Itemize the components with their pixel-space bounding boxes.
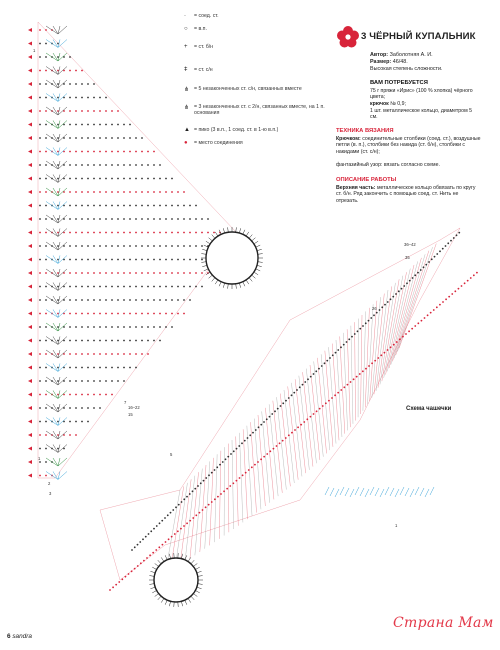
requirements-heading: ВАМ ПОТРЕБУЕТСЯ [370, 80, 428, 86]
legend-symbol: ⋔ [184, 87, 190, 93]
legend-symbol: + [184, 44, 188, 50]
legend-symbol: ⋔ [184, 105, 190, 111]
fancy-pattern-diagram [28, 22, 263, 480]
legend-text: = ст. б/н [194, 44, 214, 50]
row-number: 1 [395, 523, 398, 528]
technique-hook: Крючком: соединительные столбики (соед. ст.), воздушные петли (в. п.), столбики без накида (ст. б/н), столбики с накидами (ст. с/н); [336, 136, 481, 155]
legend-symbol: ● [184, 140, 188, 146]
page-title: 3 ЧЁРНЫЙ КУПАЛЬНИК [361, 31, 476, 42]
legend-text: = ст. с/н [194, 67, 213, 73]
author-line: Автор: Заболотняя А. И. [370, 52, 433, 58]
watermark: Страна Мам [393, 615, 494, 631]
size-line: Размер: 46/48. [370, 59, 408, 65]
ring-top [206, 232, 258, 284]
cup-diagram [100, 228, 478, 607]
legend-text: = 3 незаконченных ст. с 2/н, связанных вместе, на 1 п. основания [194, 104, 325, 116]
ring-line: 1 шт. металлическое кольцо, диаметром 5 см. [370, 108, 472, 121]
row-number: 1 [33, 48, 36, 53]
row-number: 16–22 [128, 405, 140, 410]
legend-symbol: ǂ [184, 67, 188, 73]
legend-symbol: ▲ [184, 127, 190, 133]
legend-text: = в.п. [194, 26, 207, 32]
legend-text: = 5 незаконченных ст. с/н, связанных вместе [194, 86, 302, 92]
row-number: 2 [48, 481, 51, 486]
legend-text: = место соединения [194, 140, 243, 146]
legend-symbol: ○ [184, 26, 188, 32]
row-number: 7 [124, 400, 127, 405]
legend-symbol: · [184, 13, 186, 19]
row-number: 26 [372, 306, 377, 311]
legend-text: = пико (3 в.п., 1 соед. ст. в 1-ю в.п.) [194, 127, 279, 133]
yarn-line: 75 г пряжи «Ирис» (100 % хлопка) чёрного цвета; [370, 88, 473, 101]
technique-heading: ТЕХНИКА ВЯЗАНИЯ [336, 128, 394, 134]
work-heading: ОПИСАНИЕ РАБОТЫ [336, 177, 397, 183]
difficulty-line: Высокая степень сложности. [370, 66, 443, 72]
legend-text: = соед. ст. [194, 13, 219, 19]
hook-line: крючок № 0,9; [370, 101, 406, 107]
page-footer: 6 sandra [7, 633, 32, 640]
row-number: 5 [170, 452, 173, 457]
technique-pattern: фантазийный узор: вязать согласно схеме. [336, 162, 440, 168]
work-top: Верхняя часть: металлическое кольцо обвязать по кругу ст. б/н. Ряд закончить с помощью соед. ст. Нить не отрезать. [336, 185, 476, 204]
row-number: 35 [405, 255, 410, 260]
row-number: 1 [38, 456, 41, 461]
row-number: 36–42 [404, 242, 416, 247]
ring-bottom [154, 558, 198, 602]
cup-label: Схема чашечки [406, 406, 452, 412]
row-number: 3 [49, 491, 52, 496]
row-number: 15 [128, 412, 133, 417]
